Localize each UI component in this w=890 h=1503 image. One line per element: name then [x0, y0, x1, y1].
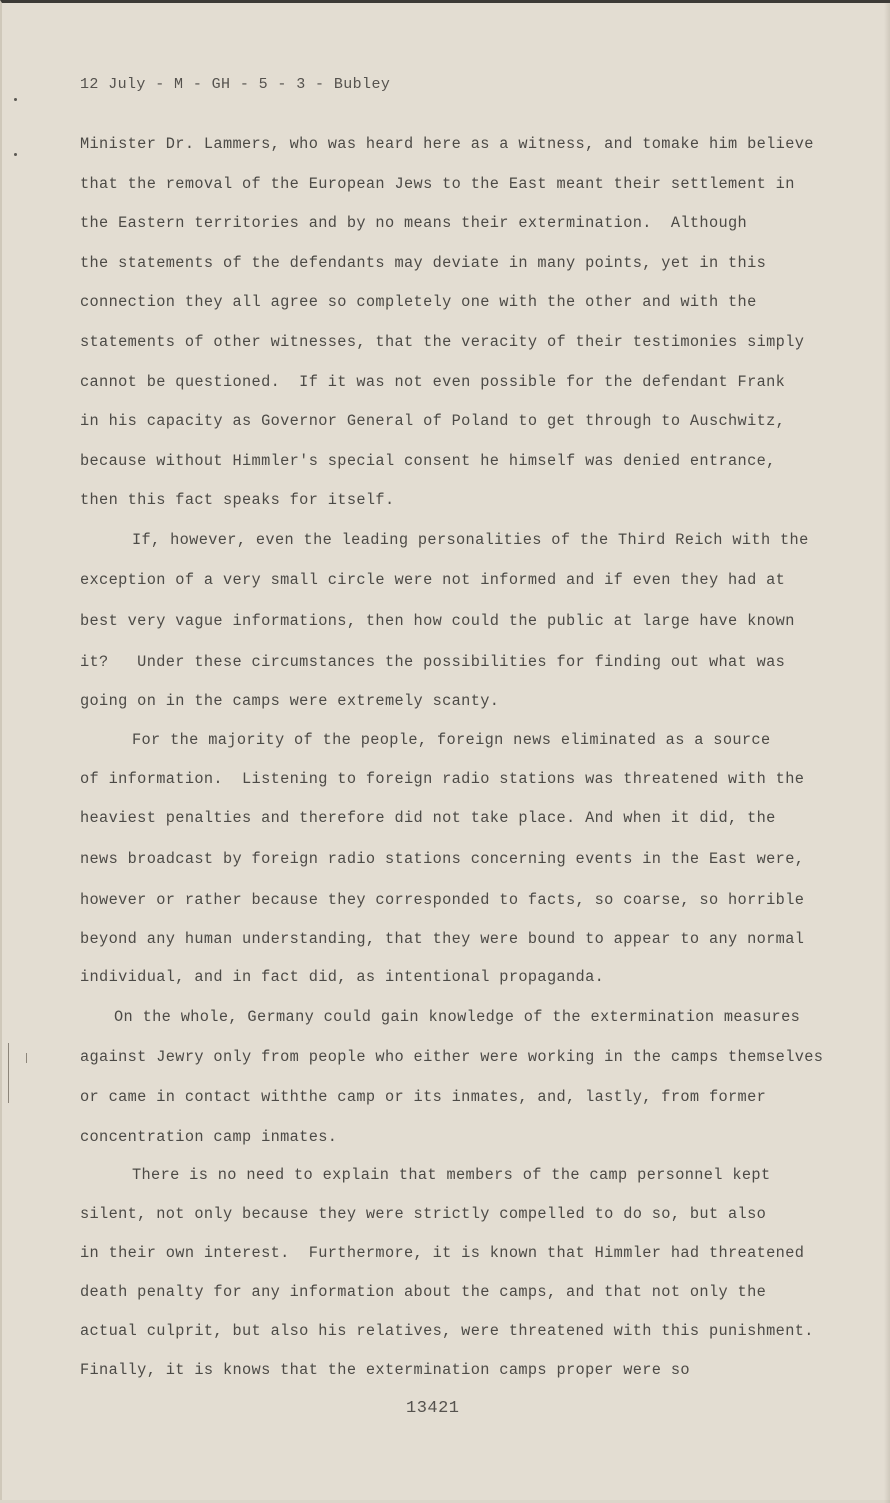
- text-line: against Jewry only from people who either were working in the camps themselves: [80, 1048, 824, 1066]
- text-line: however or rather because they corresponded to facts, so coarse, so horrible: [80, 891, 805, 909]
- text-line: the Eastern territories and by no means their extermination. Although: [80, 214, 748, 232]
- page-number: 13421: [406, 1399, 460, 1418]
- text-line: news broadcast by foreign radio stations concerning events in the East were,: [80, 850, 805, 868]
- text-line: statements of other witnesses, that the veracity of their testimonies simply: [80, 333, 805, 351]
- text-line: in their own interest. Furthermore, it is known that Himmler had threatened: [80, 1244, 805, 1262]
- margin-mark: [14, 98, 17, 101]
- text-line: beyond any human understanding, that they were bound to appear to any normal: [80, 930, 805, 948]
- text-line: best very vague informations, then how could the public at large have known: [80, 612, 795, 630]
- text-line: concentration camp inmates.: [80, 1128, 338, 1146]
- text-line: connection they all agree so completely one with the other and with the: [80, 293, 757, 311]
- text-line: death penalty for any information about the camps, and that not only the: [80, 1283, 767, 1301]
- text-line: because without Himmler's special consent he himself was denied entrance,: [80, 452, 776, 470]
- text-line: actual culprit, but also his relatives, were threatened with this punishment.: [80, 1322, 814, 1340]
- page-edge-shadow: [884, 3, 890, 1503]
- margin-line: [8, 1043, 9, 1103]
- text-line: in his capacity as Governor General of Poland to get through to Auschwitz,: [80, 412, 786, 430]
- text-line: heaviest penalties and therefore did not take place. And when it did, the: [80, 809, 776, 827]
- text-line: cannot be questioned. If it was not even possible for the defendant Frank: [80, 373, 786, 391]
- text-line: the statements of the defendants may deviate in many points, yet in this: [80, 254, 767, 272]
- paragraph-first-line: On the whole, Germany could gain knowledge of the extermination measures: [114, 1008, 801, 1026]
- text-line: going on in the camps were extremely scanty.: [80, 692, 500, 710]
- text-line: Minister Dr. Lammers, who was heard here as a witness, and tomake him believe: [80, 135, 814, 153]
- paragraph-first-line: There is no need to explain that members of the camp personnel kept: [132, 1166, 771, 1184]
- text-line: then this fact speaks for itself.: [80, 491, 395, 509]
- text-line: or came in contact withthe camp or its inmates, and, lastly, from former: [80, 1088, 767, 1106]
- paragraph-first-line: For the majority of the people, foreign news eliminated as a source: [132, 731, 771, 749]
- text-line: it? Under these circumstances the possibilities for finding out what was: [80, 653, 786, 671]
- text-line: silent, not only because they were strictly compelled to do so, but also: [80, 1205, 767, 1223]
- paragraph-first-line: If, however, even the leading personalities of the Third Reich with the: [132, 531, 809, 549]
- text-line: Finally, it is knows that the extermination camps proper were so: [80, 1361, 690, 1379]
- text-line: individual, and in fact did, as intentional propaganda.: [80, 968, 605, 986]
- margin-mark: [14, 153, 17, 156]
- text-line: exception of a very small circle were not informed and if even they had at: [80, 571, 786, 589]
- text-line: that the removal of the European Jews to the East meant their settlement in: [80, 175, 795, 193]
- page-header: 12 July - M - GH - 5 - 3 - Bubley: [80, 76, 391, 93]
- text-line: of information. Listening to foreign radio stations was threatened with the: [80, 770, 805, 788]
- margin-line: [26, 1053, 27, 1063]
